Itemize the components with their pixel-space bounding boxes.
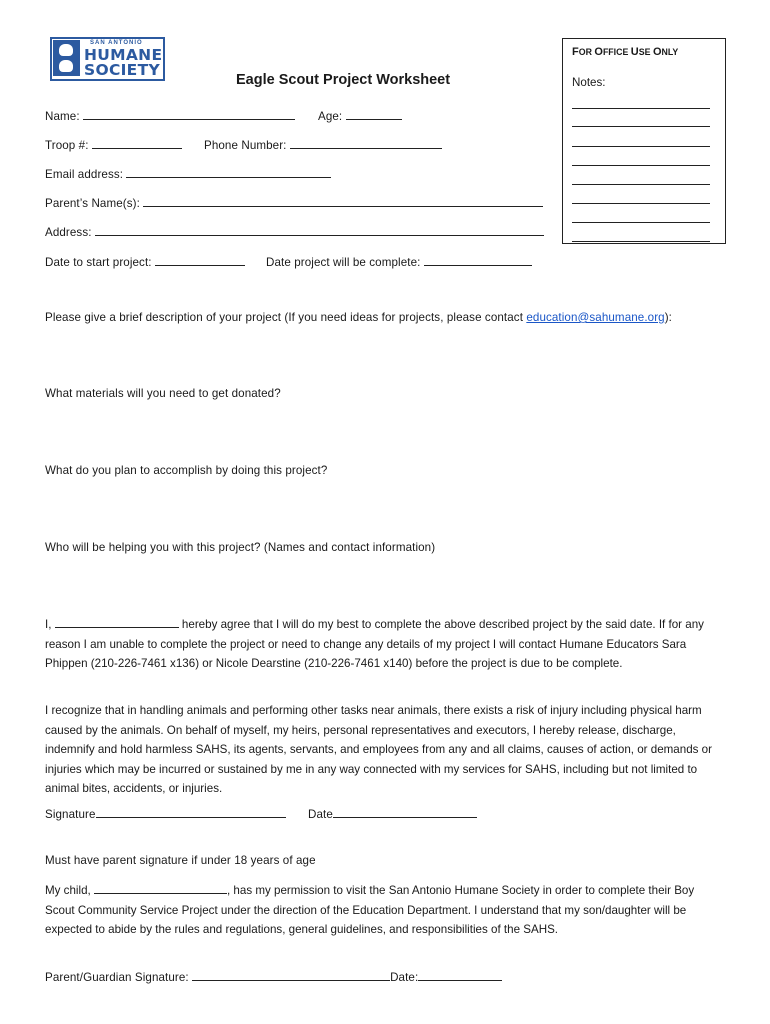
education-email-link[interactable]: education@sahumane.org — [526, 311, 665, 324]
my-child-label: My child, — [45, 884, 91, 897]
agreement-name-field[interactable] — [55, 616, 179, 628]
logo-city: SAN ANTONIO — [90, 40, 143, 46]
phone-field[interactable] — [290, 137, 442, 149]
signature-date-row — [308, 806, 477, 821]
animal-silhouette-icon — [53, 40, 80, 76]
office-use-title: FOR OFFICE USE ONLY — [572, 46, 679, 58]
agreement-i: I, — [45, 618, 52, 631]
parents-label: Parent’s Name(s): — [45, 197, 140, 210]
humane-society-logo — [50, 37, 165, 81]
complete-date-label: Date project will be complete: — [266, 256, 421, 269]
office-use-box — [562, 38, 726, 244]
logo-line1: HUMANE — [84, 46, 163, 64]
troop-row — [45, 137, 182, 152]
description-question — [45, 311, 672, 324]
address-row — [45, 224, 544, 239]
phone-label: Phone Number: — [204, 139, 287, 152]
email-field[interactable] — [126, 166, 331, 178]
child-name-field[interactable] — [94, 882, 227, 894]
email-label: Email address: — [45, 168, 124, 181]
notes-line[interactable] — [572, 222, 710, 223]
troop-label: Troop #: — [45, 139, 89, 152]
email-row — [45, 166, 331, 181]
agreement-paragraph — [45, 615, 720, 674]
logo-line2: SOCIETY — [84, 61, 160, 79]
page-title: Eagle Scout Project Worksheet — [236, 72, 451, 88]
start-date-label: Date to start project: — [45, 256, 152, 269]
age-field[interactable] — [346, 108, 402, 120]
signature-date-label: Date — [308, 808, 333, 821]
address-label: Address: — [45, 226, 92, 239]
notes-line[interactable] — [572, 203, 710, 204]
description-question-text: Please give a brief description of your project (If you need ideas for projects, please contact — [45, 311, 527, 324]
start-date-field[interactable] — [155, 254, 245, 266]
agreement-text: hereby agree that I will do my best to complete the above described project by the said date. If for any reason I am unable to complete the project or need to change any details of my project I will contact Humane Educators Sara Phippen (210-226-7461 x136) or Nicole Dearstine (210-226-7461 x140) before the project is due to be complete. — [45, 618, 704, 670]
accomplish-question: What do you plan to accomplish by doing this project? — [45, 464, 328, 477]
parents-field[interactable] — [143, 195, 543, 207]
guardian-signature-label: Parent/Guardian Signature: — [45, 971, 189, 984]
parent-signature-heading: Must have parent signature if under 18 years of age — [45, 854, 316, 867]
guardian-signature-field[interactable] — [192, 969, 390, 981]
notes-line[interactable] — [572, 126, 710, 127]
address-field[interactable] — [95, 224, 544, 236]
complete-date-row — [266, 254, 532, 269]
signature-row — [45, 806, 286, 821]
parents-row — [45, 195, 543, 210]
complete-date-field[interactable] — [424, 254, 532, 266]
parent-permission-text: , has my permission to visit the San Antonio Humane Society in order to complete their Boy Scout Community Service Project under the direction of the Education Department. I understand that my son/daughter will be expected to abide by the rules and regulations, general guidelines, and responsibilities of the SAHS. — [45, 884, 695, 936]
start-date-row — [45, 254, 245, 269]
age-row — [318, 108, 402, 123]
name-label: Name: — [45, 110, 80, 123]
notes-label: Notes: — [572, 76, 606, 89]
signature-label: Signature — [45, 808, 96, 821]
materials-question: What materials will you need to get donated? — [45, 387, 281, 400]
parent-permission-paragraph — [45, 881, 725, 940]
age-label: Age: — [318, 110, 343, 123]
notes-line[interactable] — [572, 184, 710, 185]
name-row — [45, 108, 295, 123]
guardian-date-field[interactable] — [418, 969, 502, 981]
notes-line[interactable] — [572, 165, 710, 166]
notes-line[interactable] — [572, 146, 710, 147]
helpers-question: Who will be helping you with this project? (Names and contact information) — [45, 541, 436, 554]
guardian-date-label: Date: — [390, 971, 419, 984]
name-field[interactable] — [83, 108, 295, 120]
phone-row — [204, 137, 442, 152]
signature-field[interactable] — [96, 806, 286, 818]
waiver-paragraph: I recognize that in handling animals and performing other tasks near animals, there exists a risk of injury including physical harm caused by the animals. On behalf of myself, my heirs, personal representatives and executors, I hereby release, discharge, indemnify and hold harmless SAHS, its agents, servants, and employees from any and all claims, causes of action, or demands or injuries which may be incurred or sustained by me in any way connected with my services for SAHS, including but not limited to animal bites, accidents, or injuries. — [45, 704, 712, 795]
troop-field[interactable] — [92, 137, 182, 149]
notes-line[interactable] — [572, 241, 710, 242]
signature-date-field[interactable] — [333, 806, 477, 818]
guardian-signature-row — [45, 969, 502, 984]
description-question-end: ): — [664, 311, 673, 324]
notes-line[interactable] — [572, 108, 710, 109]
